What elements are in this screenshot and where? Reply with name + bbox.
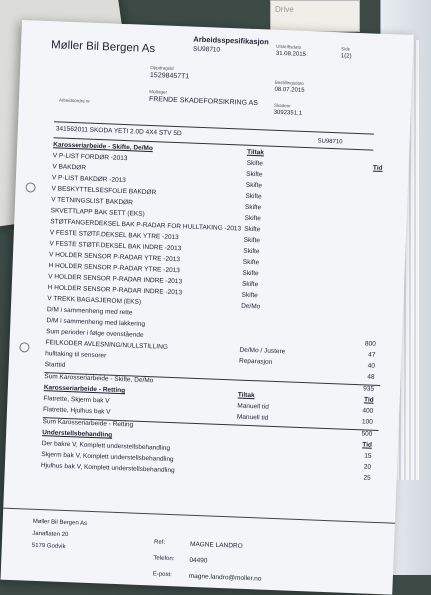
- recipient-label: Mottager: [149, 88, 168, 95]
- line-time: Tid: [372, 164, 383, 172]
- order-date: 08.07.2015: [274, 86, 305, 94]
- line-operation: Skifte: [245, 192, 262, 201]
- work-order-label: Arbeidsordre nr: [58, 97, 91, 104]
- line-description: hulltaking til sensorer: [45, 350, 107, 360]
- order-id-label: Oppdragsid: [150, 64, 174, 71]
- line-operation: Skifte: [246, 159, 264, 168]
- line-time: 935: [363, 385, 375, 393]
- line-description: FEILKODER AVLESNING/NULLSTILLING: [45, 339, 169, 351]
- recipient: FRENDE SKADEFORSIKRING AS: [148, 95, 259, 108]
- line-operation: Skifte: [245, 181, 263, 190]
- footer-ref-label: Ref:: [153, 539, 166, 546]
- line-description: Sum Karosseriarbeide - Retting: [42, 418, 134, 429]
- line-operation: Skifte: [246, 170, 263, 179]
- line-time: 20: [363, 463, 372, 471]
- line-operation: Tiltak: [246, 148, 265, 157]
- line-time: 500: [361, 430, 373, 438]
- line-description: V P-LIST BAKDØR -2013: [51, 174, 126, 185]
- page-label: Side: [341, 46, 351, 52]
- line-time: 47: [368, 351, 376, 359]
- background-card-text: Drive: [275, 5, 294, 14]
- punch-hole: [25, 182, 35, 192]
- line-operation: Skifte: [243, 247, 260, 256]
- line-description: V TREKK BAGASJEROM (EKS): [47, 295, 142, 306]
- line-description: Starttid: [44, 361, 66, 369]
- line-description: V BAKDØR: [52, 163, 87, 172]
- footer-city: 5179 Godvik: [31, 542, 66, 551]
- document-page: [1, 20, 414, 595]
- line-operation: Skifte: [244, 203, 262, 212]
- line-description: V FESTE STØTF.DEKSEL BAK YTRE -2013: [49, 229, 179, 242]
- line-operation: Skifte: [243, 225, 261, 234]
- line-description: D/M i sammenheng med rette: [46, 306, 133, 317]
- line-description: V P-LIST FORDØR -2013: [52, 152, 128, 163]
- line-time: Tid: [363, 396, 374, 404]
- line-description: V HOLDER SENSOR P-RADAR YTRE -2013: [48, 251, 181, 264]
- line-description: H HOLDER SENSOR P-RADAR INDRE -2013: [47, 284, 183, 297]
- line-description: H HOLDER SENSOR P-RADAR YTRE -2013: [48, 262, 180, 275]
- line-operation: Skifte: [242, 269, 259, 278]
- work-lines: [41, 141, 389, 486]
- vehicle-description: 341562011 SKODA YETI 2.0D 4X4 STV 5D: [55, 125, 182, 138]
- order-id: 15298457T1: [149, 71, 190, 81]
- print-date-label: Utskriftsdato: [276, 43, 302, 50]
- line-description: V BESKYTTELSESFOLIE BAKDØR: [51, 185, 157, 197]
- line-operation: Reparasjon: [238, 357, 273, 366]
- vehicle-ref: SU98710: [317, 138, 343, 146]
- line-operation: Manuell tid: [237, 402, 269, 411]
- punch-hole: [19, 342, 29, 352]
- line-time: 15: [364, 452, 372, 460]
- footer-email-label: E-post:: [152, 571, 172, 579]
- line-description: Skjerm bak V, Komplett understellsbehandling: [41, 451, 174, 464]
- line-time: 40: [367, 362, 376, 370]
- line-time: 25: [363, 474, 371, 482]
- line-time: 400: [362, 407, 374, 415]
- line-operation: Skifte: [243, 236, 261, 245]
- line-description: STØTFANGERDEKSEL BAK P-RADAR FOR HULLTAKING -2013: [50, 218, 242, 233]
- footer-phone-label: Telefon:: [153, 555, 175, 563]
- line-description: Karosseriarbeide - Retting: [43, 384, 126, 395]
- claim-number: 3092351.1: [273, 109, 303, 117]
- company-name: Møller Bil Bergen As: [50, 39, 156, 56]
- footer-ref: MAGNE LANDRO: [189, 540, 243, 550]
- line-description: V FESTE STØTF.DEKSEL BAK INDRE -2013: [49, 240, 182, 253]
- line-description: Hjulhus bak V, Komplett understellsbehandling: [40, 462, 175, 475]
- line-description: SKVETTLAPP BAK SETT (EKS): [50, 207, 145, 218]
- footer-street: Janaflaten 20: [32, 530, 69, 539]
- line-description: V TETNINGSLIST BAKDØR: [50, 196, 133, 207]
- claim-number-label: Skadenr: [273, 102, 291, 109]
- line-description: Flatrette, Hjulhus bak V: [42, 406, 111, 416]
- line-time: 800: [364, 340, 376, 348]
- line-operation: Manuell tid: [236, 413, 269, 422]
- print-date: 31.08.2015: [275, 50, 307, 58]
- line-description: Der bakre V, Komplett understellsbehandling: [41, 440, 171, 452]
- line-description: Flatrette, Skjerm bak V: [43, 395, 110, 405]
- line-operation: De/Mo / Justere: [239, 346, 286, 356]
- line-operation: Skifte: [244, 214, 261, 223]
- line-operation: Skifte: [241, 291, 258, 300]
- footer-company: Møller Bil Bergen As: [32, 518, 88, 527]
- line-operation: Skifte: [241, 280, 259, 289]
- background-card: [270, 0, 360, 32]
- line-time: 48: [367, 373, 375, 381]
- document-title: Arbeidsspesifikasjon: [193, 34, 269, 47]
- line-description: Sum Karosseriarbeide - Skifte, De/Mo: [44, 373, 154, 385]
- line-operation: Skifte: [242, 258, 260, 267]
- line-operation: De/Mo: [241, 302, 261, 311]
- footer-phone: 04490: [189, 556, 208, 565]
- document-number: SU98710: [192, 45, 221, 54]
- line-operation: Tiltak: [237, 391, 255, 400]
- line-description: Karosseriarbeide - Skifte, De/Mo: [53, 141, 153, 153]
- line-description: Understellsbehandling: [42, 429, 113, 439]
- line-description: Sum perioder i følge ovenstående: [45, 328, 144, 339]
- footer-email: magne.landro@moller.no: [188, 572, 262, 583]
- line-time: 100: [361, 418, 373, 426]
- page-number: 1(2): [340, 53, 352, 60]
- order-date-label: Bestillingsdato: [274, 79, 304, 86]
- line-time: Tid: [362, 441, 373, 449]
- line-description: V HOLDER SENSOR P-RADAR INDRE -2013: [48, 273, 183, 286]
- line-description: D/M i sammenheng med lakkering: [46, 317, 146, 328]
